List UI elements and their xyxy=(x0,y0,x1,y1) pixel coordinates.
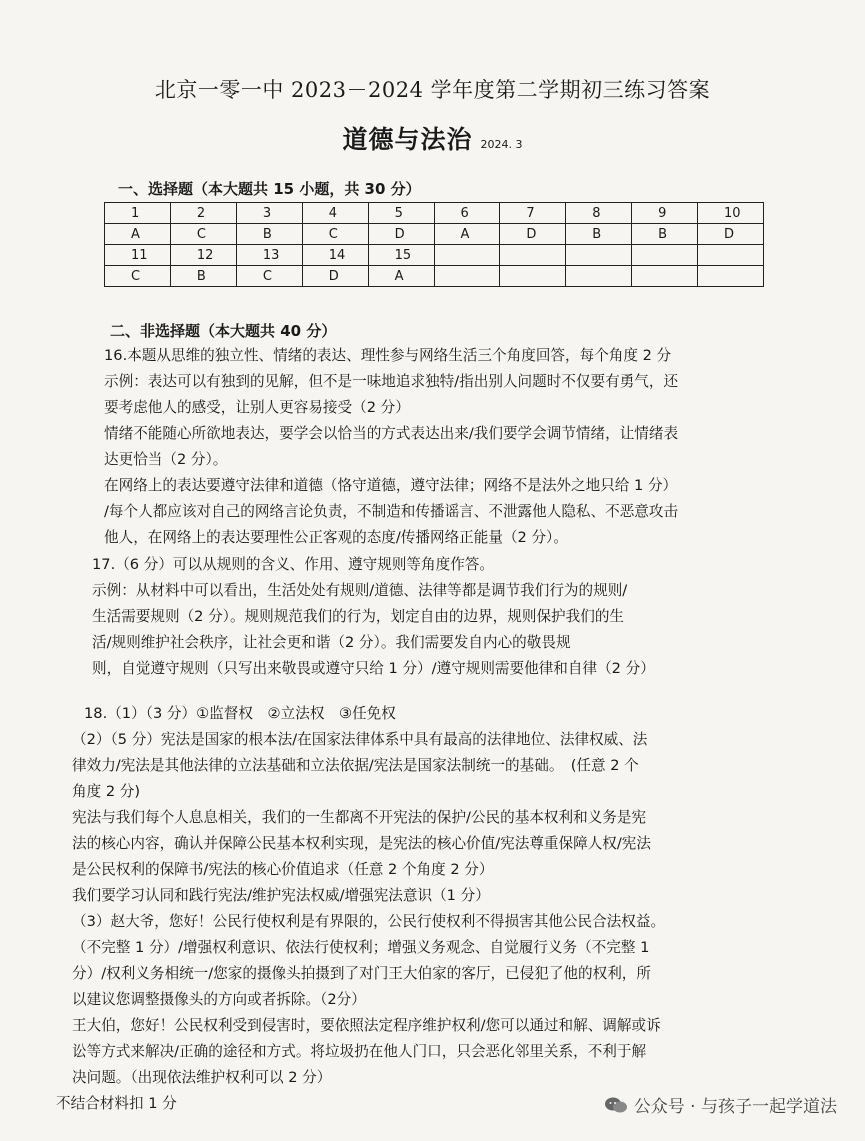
answer-table-cell xyxy=(698,266,764,287)
answer-table-cell: 5 xyxy=(368,203,434,224)
q18-line: 我们要学习认同和践行宪法/维护宪法权威/增强宪法意识（1 分） xyxy=(72,887,490,904)
q16-line: 情绪不能随心所欲地表达，要学会以恰当的方式表达出来/我们要学会调节情绪，让情绪表 xyxy=(104,425,679,442)
answer-table-cell: C xyxy=(170,224,236,245)
answer-table-cell: 2 xyxy=(170,203,236,224)
subject-name: 道德与法治 xyxy=(342,125,473,154)
q18-line: 法的核心内容，确认并保障公民基本权利实现，是宪法的核心价值/宪法尊重保障人权/宪法 xyxy=(72,835,651,852)
q18-line: 以建议您调整摄像头的方向或者拆除。（2分） xyxy=(72,991,366,1008)
answer-table-cell: 12 xyxy=(170,245,236,266)
q18-line: 宪法与我们每个人息息相关，我们的一生都离不开宪法的保护/公民的基本权利和义务是宪 xyxy=(72,809,647,826)
answer-table-cell: D xyxy=(500,224,566,245)
answer-table-row xyxy=(105,224,764,245)
answer-table-cell xyxy=(698,245,764,266)
answer-table-cell: D xyxy=(302,266,368,287)
question-16 xyxy=(104,343,678,551)
answer-table-cell: B xyxy=(236,224,302,245)
q17-line: 17.（6 分）可以从规则的含义、作用、遵守规则等角度作答。 xyxy=(92,556,494,573)
q16-line: 示例：表达可以有独到的见解，但不是一味地追求独特/指出别人问题时不仅要有勇气，还 xyxy=(104,373,679,390)
answer-table-cell: 7 xyxy=(500,203,566,224)
q17-line: 则，自觉遵守规则（只写出来敬畏或遵守只给 1 分）/遵守规则需要他律和自律（2 分） xyxy=(92,660,655,677)
answer-table-cell: 6 xyxy=(434,203,500,224)
question-17 xyxy=(92,552,655,682)
section2-heading: 二、非选择题（本大题共 40 分） xyxy=(110,322,337,340)
q18-line: 讼等方式来解决/正确的途径和方式。将垃圾扔在他人门口，只会恶化邻里关系，不利于解 xyxy=(72,1043,647,1060)
answer-table-cell: 13 xyxy=(236,245,302,266)
answer-table-cell xyxy=(632,245,698,266)
answer-table-cell: A xyxy=(105,224,171,245)
q16-line: 在网络上的表达要遵守法律和道德（恪守道德，遵守法律；网络不是法外之地只给 1 分） xyxy=(104,477,678,494)
answer-table-cell: 4 xyxy=(302,203,368,224)
answer-table-cell: B xyxy=(170,266,236,287)
answer-table-cell: A xyxy=(368,266,434,287)
q16-line: 16.本题从思维的独立性、情绪的表达、理性参与网络生活三个角度回答，每个角度 2 分 xyxy=(104,347,672,364)
answer-table-cell: C xyxy=(236,266,302,287)
q17-line: 活/规则维护社会秩序，让社会更和谐（2 分）。我们需要发自内心的敬畏规 xyxy=(92,634,571,651)
q18-line: 王大伯，您好！公民权利受到侵害时，要依照法定程序维护权利/您可以通过和解、调解或诉 xyxy=(72,1017,661,1034)
answer-table-cell: 15 xyxy=(368,245,434,266)
answer-table-cell: 9 xyxy=(632,203,698,224)
q18-line: （3）赵大爷，您好！公民行使权利是有界限的，公民行使权利不得损害其他公民合法权益。 xyxy=(72,913,666,930)
answer-table-cell xyxy=(566,266,632,287)
answer-table-cell xyxy=(434,266,500,287)
q16-line: /每个人都应该对自己的网络言论负责，不制造和传播谣言、不泄露他人隐私、不恶意攻击 xyxy=(104,503,679,520)
watermark-text: 公众号 · 与孩子一起学道法 xyxy=(633,1097,837,1117)
answer-table-row xyxy=(105,266,764,287)
question-18 xyxy=(56,701,666,1117)
answer-table-cell: D xyxy=(368,224,434,245)
answer-table-row xyxy=(105,245,764,266)
wechat-icon xyxy=(604,1096,628,1114)
answer-table-cell xyxy=(500,266,566,287)
q17-line: 示例：从材料中可以看出，生活处处有规则/道德、法律等都是调节我们行为的规则/ xyxy=(92,582,628,599)
answer-table-cell: 8 xyxy=(566,203,632,224)
answer-table-cell: C xyxy=(302,224,368,245)
answer-table-cell: 3 xyxy=(236,203,302,224)
answer-table-cell: D xyxy=(698,224,764,245)
answer-table-cell: B xyxy=(632,224,698,245)
answer-table-cell xyxy=(632,266,698,287)
answer-table-cell: 14 xyxy=(302,245,368,266)
q18-line: 律效力/宪法是其他法律的立法基础和立法依据/宪法是国家法制统一的基础。 (任意 2 个 xyxy=(72,757,639,774)
watermark xyxy=(604,1092,837,1117)
q18-line: 分）/权利义务相统一/您家的摄像头拍摄到了对门王大伯家的客厅，已侵犯了他的权利，所 xyxy=(72,965,651,982)
answer-table-cell: 10 xyxy=(698,203,764,224)
q17-line: 生活需要规则（2 分）。规则规范我们的行为，划定自由的边界，规则保护我们的生 xyxy=(92,608,625,625)
q18-line: 决问题。（出现依法维护权利可以 2 分） xyxy=(72,1069,332,1086)
q16-line: 他人，在网络上的表达要理性公正客观的态度/传播网络正能量（2 分）。 xyxy=(104,529,568,546)
answer-table-cell: A xyxy=(434,224,500,245)
q18-line: 角度 2 分) xyxy=(72,783,141,800)
answer-table-cell xyxy=(434,245,500,266)
q18-line: （不完整 1 分）/增强权利意识、依法行使权利；增强义务观念、自觉履行义务（不完整 1 xyxy=(72,939,650,956)
document-title: 北京一零一中 2023－2024 学年度第二学期初三练习答案 xyxy=(154,78,711,102)
answer-table-cell xyxy=(566,245,632,266)
answer-table-cell: 11 xyxy=(105,245,171,266)
answer-table-cell xyxy=(500,245,566,266)
q16-line: 达更恰当（2 分）。 xyxy=(104,451,228,468)
answer-table-row xyxy=(105,203,764,224)
q18-line: 是公民权利的保障书/宪法的核心价值追求（任意 2 个角度 2 分） xyxy=(72,861,494,878)
q18-line: （2）（5 分）宪法是国家的根本法/在国家法律体系中具有最高的法律地位、法律权威、法 xyxy=(72,731,648,748)
q18-line: 18.（1）（3 分）①监督权 ②立法权 ③任免权 xyxy=(84,705,396,722)
subject-heading xyxy=(0,120,865,156)
q16-line: 要考虑他人的感受，让别人更容易接受（2 分） xyxy=(104,399,410,416)
exam-date: 2024. 3 xyxy=(480,138,523,151)
answer-table-cell: B xyxy=(566,224,632,245)
section1-heading: 一、选择题（本大题共 15 小题，共 30 分） xyxy=(118,180,421,198)
answer-table-cell: C xyxy=(105,266,171,287)
answer-table xyxy=(104,202,764,287)
q18-line: 不结合材料扣 1 分 xyxy=(56,1095,177,1112)
answer-table-cell: 1 xyxy=(105,203,171,224)
